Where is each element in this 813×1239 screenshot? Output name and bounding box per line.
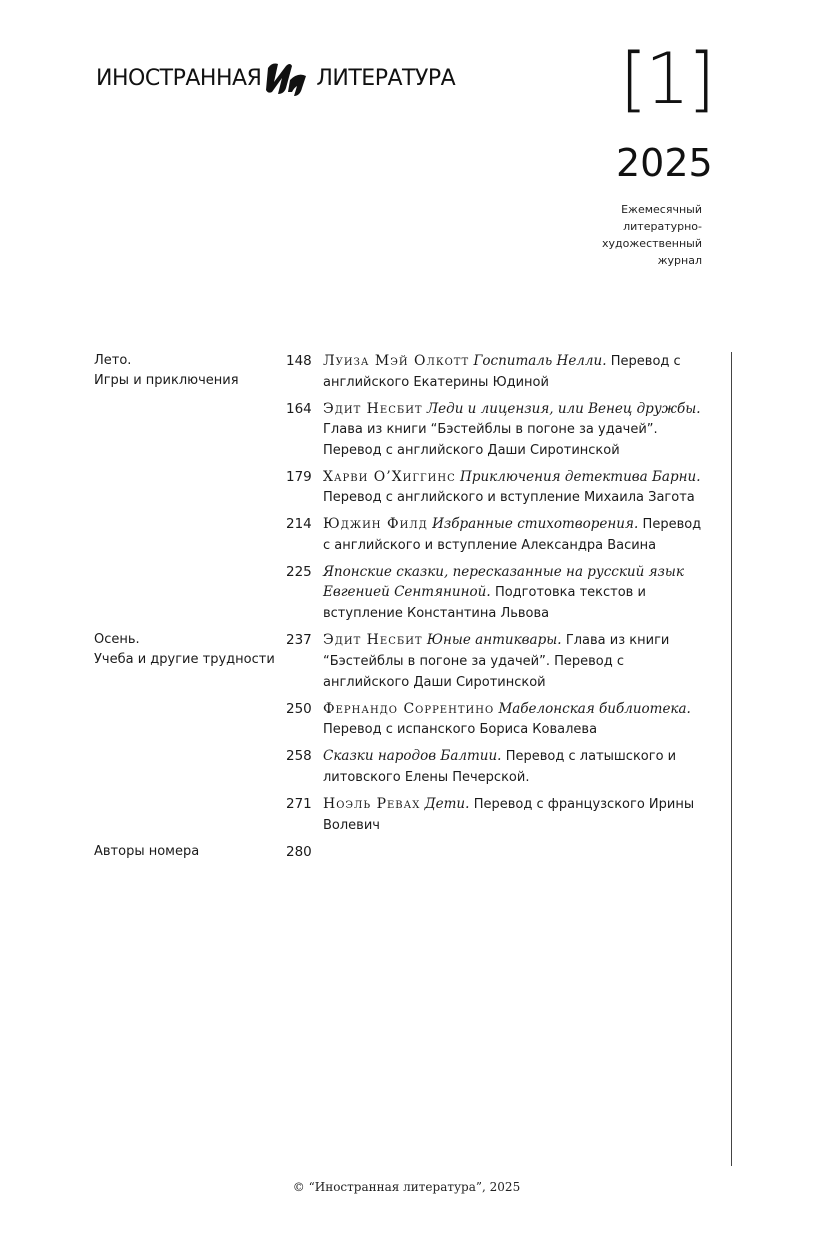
page-number: 250	[286, 701, 312, 717]
entry-description: Перевод с французского Ирины Волевич	[323, 797, 695, 833]
page-number: 179	[286, 469, 312, 485]
toc-entry[interactable]	[94, 842, 724, 862]
copyright-footer: © “Иностранная литература”, 2025	[292, 1180, 521, 1194]
toc-entry[interactable]	[94, 630, 724, 693]
entry-description: Перевод с английского Екатерины Юдиной	[323, 354, 681, 390]
entry-author: Луиза Мэй Олкотт	[323, 353, 470, 369]
toc-entry[interactable]	[94, 514, 724, 556]
tagline-line: литературно-	[623, 220, 702, 233]
page-number: 214	[286, 516, 312, 532]
entry-author: Эдит Несбит	[323, 401, 423, 417]
tagline-line: Ежемесячный	[621, 203, 702, 216]
tagline-line: художественный	[602, 237, 702, 250]
page-number: 225	[286, 564, 312, 580]
entry-description: Перевод с испанского Бориса Ковалева	[323, 722, 598, 737]
entry-description: Перевод с английского и вступление Михаила Загота	[323, 490, 695, 505]
entry-author: Эдит Несбит	[323, 632, 423, 648]
page-number: 280	[286, 844, 312, 860]
section-heading: Авторы номера	[94, 844, 200, 859]
logo-right-word: ЛИТЕРАТУРА	[316, 65, 456, 91]
column-divider	[731, 352, 732, 1166]
tagline-line: журнал	[657, 254, 702, 267]
entry-description: Глава из книги “Бэстейблы в погоне за удачей”. Перевод с английского Даши Сиротинской	[323, 422, 658, 458]
page-number: 164	[286, 401, 312, 417]
entry-author: Ноэль Ревах	[323, 796, 421, 812]
entry-description: Перевод с латышского и литовского Елены Печерской.	[323, 749, 677, 785]
il-monogram-logo	[264, 58, 314, 98]
page-number: 237	[286, 632, 312, 648]
entry-title: Избранные стихотворения.	[432, 516, 639, 532]
page-number: 258	[286, 748, 312, 764]
page-number: 271	[286, 796, 312, 812]
entry-title: Дети.	[424, 796, 470, 812]
entry-author: Юджин Филд	[323, 516, 428, 532]
entry-description: Подготовка текстов и вступление Константина Львова	[323, 585, 646, 621]
issue-number: [1]	[620, 38, 714, 120]
entry-description: Глава из книги “Бэстейблы в погоне за удачей”. Перевод с английского Даши Сиротинской	[323, 633, 670, 690]
toc-entry[interactable]	[94, 699, 724, 740]
table-of-contents	[94, 351, 724, 868]
issue-year: 2025	[616, 141, 713, 185]
entry-title: Леди и лицензия, или Венец дружбы.	[426, 401, 701, 417]
entry-title: Японские сказки, пересказанные на русский язык Евгенией Сентяниной.	[323, 564, 684, 600]
toc-entry[interactable]	[94, 562, 724, 624]
section-heading: Осень. Учеба и другие трудности	[94, 632, 275, 667]
entry-description: Перевод с английского и вступление Александра Васина	[323, 517, 702, 553]
toc-entry[interactable]	[94, 399, 724, 461]
toc-entry[interactable]	[94, 794, 724, 836]
toc-entry[interactable]	[94, 351, 724, 393]
logo-left-word: ИНОСТРАННАЯ	[96, 65, 262, 91]
toc-entry[interactable]	[94, 746, 724, 788]
journal-tagline	[570, 201, 702, 269]
journal-logo	[96, 58, 455, 98]
entry-title: Юные антиквары.	[426, 632, 562, 648]
section-heading: Лето. Игры и приключения	[94, 353, 239, 388]
toc-entry[interactable]	[94, 467, 724, 508]
entry-author: Харви О’Хиггинс	[323, 469, 456, 485]
entry-title: Сказки народов Балтии.	[323, 748, 502, 764]
entry-author: Фернандо Соррентино	[323, 701, 495, 717]
page-number: 148	[286, 353, 312, 369]
entry-title: Госпиталь Нелли.	[473, 353, 607, 369]
entry-title: Приключения детектива Барни.	[460, 469, 701, 485]
entry-title: Мабелонская библиотека.	[498, 701, 691, 717]
